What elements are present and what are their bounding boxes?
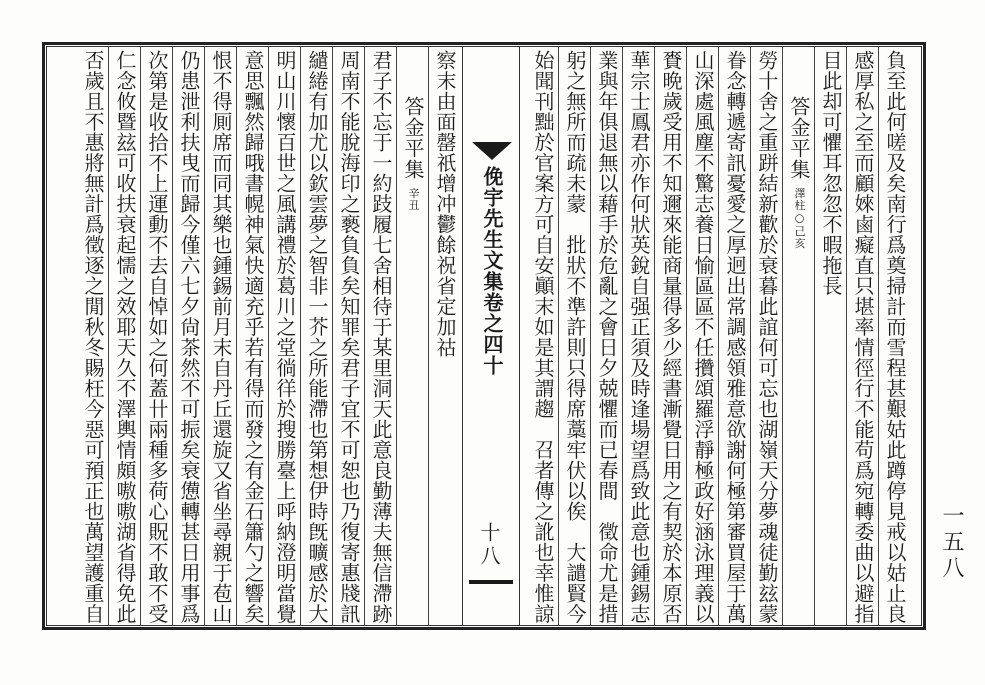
column-rule [396, 46, 397, 626]
column-rule [268, 46, 269, 626]
column-rule [622, 46, 623, 626]
text-column: 君子不忘于一約跂履七舍相待于某里洞天此意良勤薄夫無信滯跡 [369, 50, 393, 624]
letter-heading [784, 96, 814, 249]
column-rule [718, 46, 719, 626]
column-rule [172, 46, 173, 626]
text-column: 繾綣有加尤以欽雲夢之智非一芥之所能滯也第想伊時旣曠感於大 [305, 50, 329, 624]
text-column: 仁念攸暨玆可收扶衰起懦之效耶天久不澤輿情頗嗷嗷湖省得免此 [113, 50, 137, 624]
column-rule [140, 46, 141, 626]
text-column: 華宗士鳳君亦作何狀英銳自强正須及時逢場望爲致此意也鍾錫志 [627, 50, 651, 624]
column-rule [654, 46, 655, 626]
text-column: 勞十舍之重跰結新歡於衰暮此誼何可忘也湖嶺天分夢魂徒勤玆蒙 [755, 50, 779, 624]
text-column: 山深處風塵不驚志養日愉區區不任攢頌羅浮靜極政好涵泳理義以 [691, 50, 715, 624]
text-column: 明山川懷百世之風講禮於葛川之堂徜徉於搜勝臺上呼納澄明當覺 [273, 50, 297, 624]
fishtail-mark-icon [472, 142, 512, 160]
column-rule [686, 46, 687, 626]
page-number: 一五八 [939, 504, 964, 582]
text-column: 感厚私之至而顧婡鹵癡直只堪率情徑行不能苟爲宛轉委曲以避指 [851, 50, 875, 624]
text-column: 恨不得厠席而同其樂也鍾錫前月末自丹丘還旋又省坐尋親于苞山 [209, 50, 233, 624]
column-rule [236, 46, 237, 626]
column-rule [300, 46, 301, 626]
center-fold [462, 46, 520, 626]
text-column: 次第是收拾不上運動不去自悼如之何蓋卄兩種多荷心貺不敢不受 [145, 50, 169, 624]
fold-bar [469, 580, 513, 584]
heading-title: 答金平集 [787, 96, 811, 180]
text-column: 躬之無所而疏未蒙 批狀不準許則只得席藁牢伏以俟 大譴賢今 [563, 50, 587, 624]
column-rule [332, 46, 333, 626]
text-column: 仍患泄利扶曳而歸今僅六七夕尙茶然不可振矣衰憊轉甚日用事爲 [177, 50, 201, 624]
heading-note: 辛丑 [407, 187, 420, 212]
heading-title: 答金平集 [401, 96, 425, 180]
column-rule [782, 46, 783, 626]
text-column: 目此却可懼耳忽忽不暇拖長 [819, 50, 843, 296]
heading-note: 澤柱○己亥 [793, 187, 806, 250]
column-rule [878, 46, 879, 626]
letter-heading [398, 96, 428, 211]
column-rule [558, 46, 559, 626]
column-rule [846, 46, 847, 626]
text-column: 眷念轉遞寄訊憂愛之厚迥出常調感領雅意欲謝何極第審買屋于萬 [723, 50, 747, 624]
column-rule [108, 46, 109, 626]
volume-title: 俛宇先生文集卷之四十 [480, 166, 504, 376]
text-column: 意思飄然歸哦書幌神氣快適充乎若有得而發之有金石簫勺之響矣 [241, 50, 265, 624]
text-column: 否歲且不惠將無計爲徵逐之閒秋冬賜枉今惡可預正也萬望護重自 [81, 50, 105, 624]
leaf-number: 十八 [477, 522, 501, 568]
column-rule [428, 46, 429, 626]
column-rule [204, 46, 205, 626]
column-rule [364, 46, 365, 626]
column-rule [814, 46, 815, 626]
text-column: 賚晩歲受用不知邇來能商量得多少經書漸覺日用之有契於本原否 [659, 50, 683, 624]
text-column: 始聞刊黜於官案方可自安顚末如是其謂趨 召者傳之訛也幸惟諒 [531, 50, 555, 624]
column-rule [590, 46, 591, 626]
text-column: 周南不能脫海印之褻負負矣知罪矣君子宜不可恕也乃復寄惠牋訊 [337, 50, 361, 624]
column-rule [750, 46, 751, 626]
text-column: 負至此何嗟及矣南行爲奠掃計而雪程甚艱姑此蹲停見戒以姑止良 [883, 50, 907, 624]
text-column: 察末由面罄祇增冲鬱餘祝省定加祜 [433, 50, 457, 358]
text-column: 業與年俱退無以藉手於危亂之會日夕兢懼而已春間 徵命尤是措 [595, 50, 619, 624]
